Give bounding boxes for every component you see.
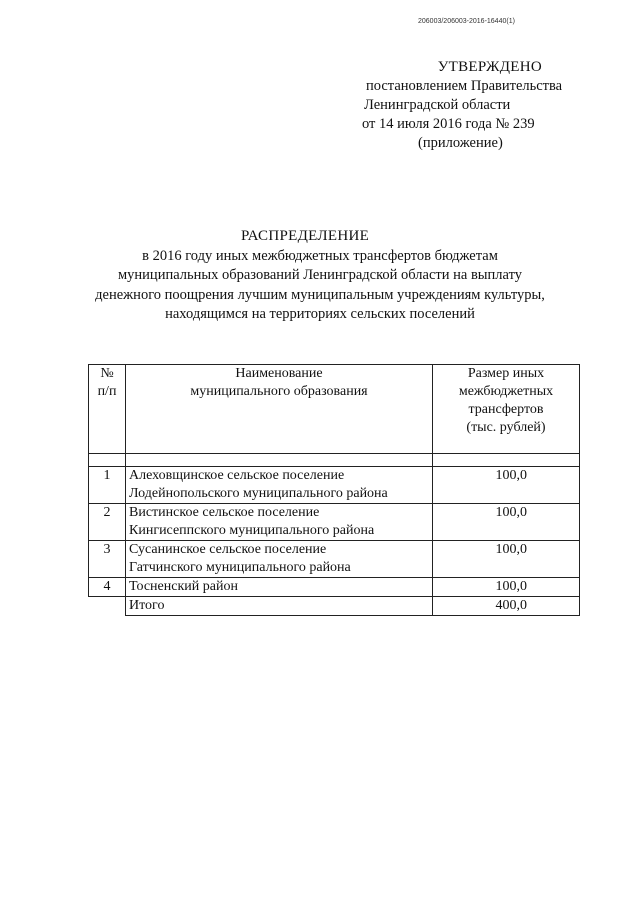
- row-name: Алеховщинское сельское поселение Лодейнопольского муниципального района: [126, 467, 433, 504]
- table-row: [89, 578, 580, 597]
- heading-title: РАСПРЕДЕЛЕНИЕ: [240, 228, 370, 244]
- approval-block: [362, 58, 572, 153]
- heading-line-4: находящимся на территориях сельских поселений: [165, 306, 475, 322]
- table-spacer-row: [89, 454, 580, 467]
- heading-line-2: муниципальных образований Ленинградской области на выплату: [117, 267, 522, 283]
- row-amount: 100,0: [433, 578, 580, 597]
- row-number: 4: [89, 578, 126, 597]
- row-number: 1: [89, 467, 126, 504]
- table-row: [89, 467, 580, 504]
- table-row: [89, 504, 580, 541]
- heading-line-3: денежного поощрения лучшим муниципальным учреждениям культуры,: [95, 286, 545, 303]
- row-number: 3: [89, 541, 126, 578]
- table-header-row: [89, 365, 580, 454]
- approval-line-4: (приложение): [418, 135, 503, 151]
- row-amount: 100,0: [433, 504, 580, 541]
- approval-line-2: Ленинградской области: [364, 97, 511, 113]
- document-id: 206003/206003-2016-16440(1): [418, 18, 515, 25]
- row-amount: 100,0: [433, 467, 580, 504]
- table-total-row: [89, 597, 580, 616]
- header-name: Наименование муниципального образования: [126, 365, 433, 454]
- table-row: [89, 541, 580, 578]
- row-amount: 100,0: [433, 541, 580, 578]
- row-number: 2: [89, 504, 126, 541]
- row-name: Вистинское сельское поселение Кингисеппского муниципального района: [126, 504, 433, 541]
- row-name: Сусанинское сельское поселение Гатчинского муниципального района: [126, 541, 433, 578]
- distribution-table: [88, 364, 580, 616]
- total-label: Итого: [126, 597, 433, 616]
- header-number: № п/п: [89, 365, 126, 454]
- document-heading: [90, 227, 550, 325]
- approval-line-1: постановлением Правительства: [366, 78, 563, 94]
- header-amount: Размер иных межбюджетных трансфертов (тыс. рублей): [433, 365, 580, 454]
- approval-line-3: от 14 июля 2016 года № 239: [362, 116, 535, 132]
- row-name: Тосненский район: [126, 578, 433, 597]
- heading-line-1: в 2016 году иных межбюджетных трансфертов бюджетам: [142, 247, 498, 264]
- approval-title: УТВЕРЖДЕНО: [437, 59, 542, 75]
- total-amount: 400,0: [433, 597, 580, 616]
